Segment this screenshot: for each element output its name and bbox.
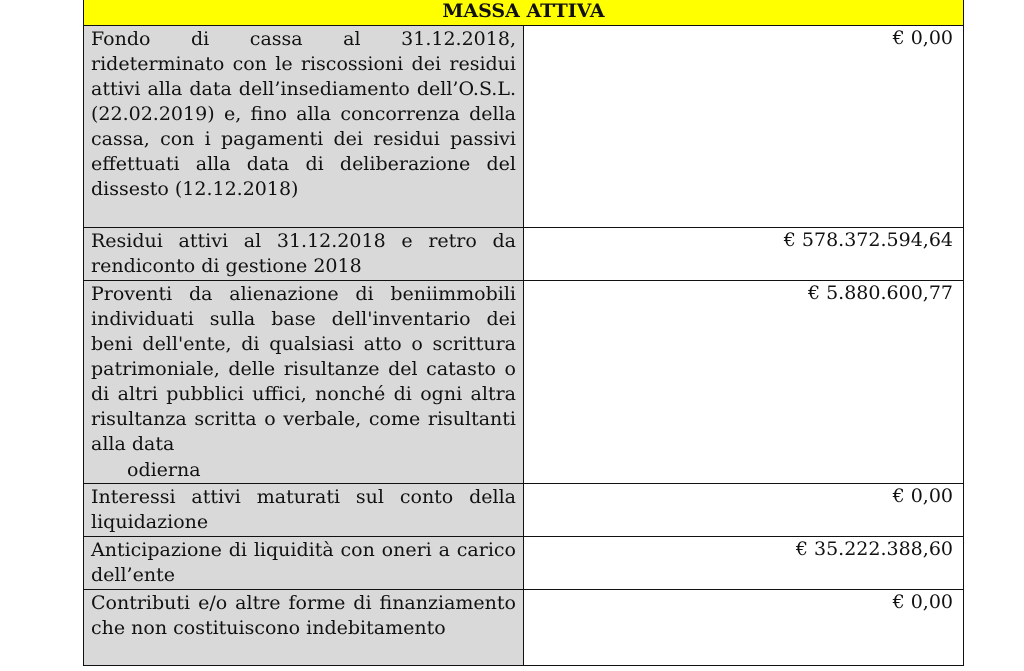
row-amount: € 0,00 xyxy=(524,26,964,228)
row-description-text: Interessi attivi maturati sul conto della liquidazione xyxy=(91,486,516,533)
table-header-row xyxy=(84,0,964,26)
row-amount: € 5.880.600,77 xyxy=(524,281,964,484)
row-description xyxy=(84,537,524,590)
row-amount: € 35.222.388,60 xyxy=(524,537,964,590)
table-row xyxy=(84,590,964,666)
row-description-tail: odierna xyxy=(127,459,201,481)
row-description xyxy=(84,590,524,666)
row-description-text: Fondo di cassa al 31.12.2018, rideterminato con le riscossioni dei residui attivi alla data dell’insediamento dell’O.S.L. (22.02.2019) e, fino alla concorrenza della cassa, con i pagamenti dei residui passivi effettuati alla data di deliberazione del dissesto (12.12.2018) xyxy=(91,28,516,200)
row-description-text: Residui attivi al 31.12.2018 e retro da rendiconto di gestione 2018 xyxy=(91,230,516,277)
table-header: MASSA ATTIVA xyxy=(84,0,964,26)
row-description-text: Anticipazione di liquidità con oneri a carico dell’ente xyxy=(91,539,516,586)
row-description xyxy=(84,281,524,484)
row-description xyxy=(84,228,524,281)
table-row xyxy=(84,228,964,281)
massa-attiva-table xyxy=(83,0,964,666)
table-row xyxy=(84,26,964,228)
table-row xyxy=(84,537,964,590)
row-description-text: Contributi e/o altre forme di finanziamento che non costituiscono indebitamento xyxy=(91,592,516,639)
row-amount: € 0,00 xyxy=(524,590,964,666)
row-amount: € 578.372.594,64 xyxy=(524,228,964,281)
row-description xyxy=(84,484,524,537)
row-description xyxy=(84,26,524,228)
table-row xyxy=(84,484,964,537)
table-row xyxy=(84,281,964,484)
row-amount: € 0,00 xyxy=(524,484,964,537)
row-description-text: Proventi da alienazione di beniimmobili individuati sulla base dell'inventario dei beni dell'ente, di qualsiasi atto o scrittura patrimoniale, delle risultanze del catasto o di altri pubblici uffici, nonché di ogni altra risultanza scritta o verbale, come risultanti alla data xyxy=(91,283,516,455)
